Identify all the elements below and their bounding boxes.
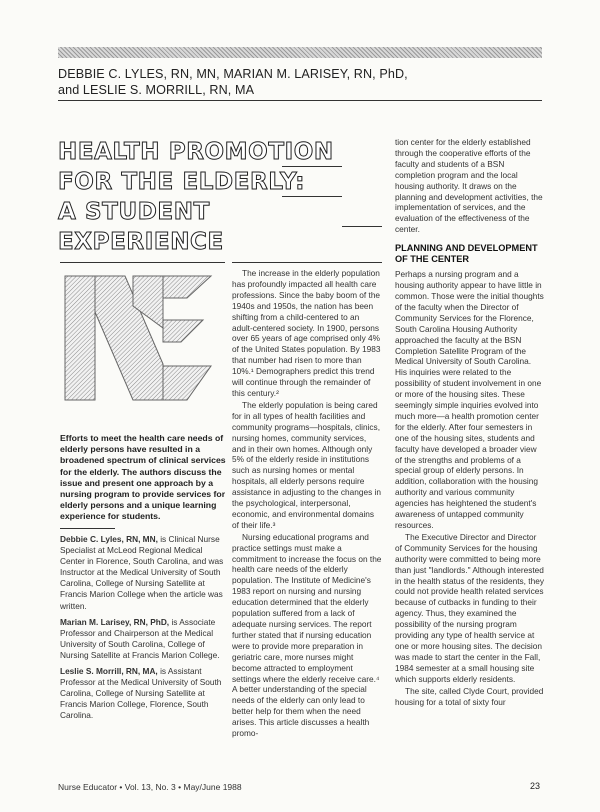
- paragraph: tion center for the elderly established through the cooperative efforts of the faculty and students of a BSN completion program and the local housing authority. It draws on the planning and development activities, the implementation of services, and the evaluation of the effectiveness of the center.: [395, 137, 543, 235]
- bio-name: Debbie C. Lyles, RN, MN,: [60, 534, 158, 544]
- title-rule-1: [282, 166, 342, 167]
- body-column-middle: [232, 268, 382, 740]
- section-heading: PLANNING AND DEVELOPMENT OF THE CENTER: [395, 243, 538, 265]
- author-list: [58, 66, 542, 98]
- author-line-2: and LESLIE S. MORRILL, RN, MA: [58, 83, 255, 97]
- page-number: 23: [530, 781, 541, 791]
- bio-text: is Assistant Professor at the Medical University of South Carolina, College of Nursing Satellite at Francis Marion College, Florence, South Carolina.: [60, 666, 222, 721]
- author-line-1: DEBBIE C. LYLES, RN, MN, MARIAN M. LARISEY, RN, PhD,: [58, 67, 408, 81]
- title-rule-2: [282, 196, 342, 197]
- ne-logo-graphic: [63, 268, 213, 408]
- author-bios: [60, 534, 228, 727]
- journal-footer: Nurse Educator • Vol. 13, No. 3 • May/June 1988: [58, 782, 242, 792]
- article-title: [58, 137, 358, 257]
- bio-name: Leslie S. Morrill, RN, MA,: [60, 666, 158, 677]
- title-line-1: HEALTH PROMOTION: [58, 139, 334, 165]
- title-line-3: A STUDENT EXPERIENCE: [58, 199, 224, 255]
- paragraph: The increase in the elderly population has profoundly impacted all health care professions. Since the baby boom of the 1940s and 1950s, the nation has been shifting from a child-centered to an adult-centered society. In 1900, persons over 65 years of age comprised only 4% of the United States population. By 1983 that number had risen to more than 10%.¹ Demographers predict this trend will continue through the remainder of this century.²: [232, 268, 381, 398]
- logo-rule-left: [60, 262, 225, 263]
- title-line-2: FOR THE ELDERLY:: [58, 169, 306, 195]
- paragraph: The site, called Clyde Court, provided housing for a total of sixty four: [395, 685, 544, 707]
- paragraph: Perhaps a nursing program and a housing authority appear to have little in common. Those were the initial thoughts of the faculty when the Director of Community Services for the Florence, South Carolina Housing Authority approached the faculty at the BSN Completion Satellite Program of the Medical University of South Carolina. His inquiries were related to the possibility of student involvement in one or more of the housing sites. These seemingly simple inquiries evolved into much more—a health promotion center for the elderly. After four semesters in one of the housing sites, students and faculty have developed a broader view of the strengths and problems of a special group of elderly persons. In addition, collaboration with the housing authority and various community agencies has heightened the student's awareness of untapped community resources.: [395, 269, 544, 530]
- paragraph: Nursing educational programs and practice settings must make a commitment to increase the focus on the health care needs of the elderly population. The Institute of Medicine's 1983 report on nursing and nursing education determined that the elderly population suffered from a lack of adequate nursing services. The report further stated that if nursing education were to provide more preparation in geriatric care, more nurses might become attracted to employment settings where the elderly receive care.⁴ A better understanding of the special needs of the elderly can only lead to better help for them when the need arises. This article discusses a health promo-: [232, 531, 382, 739]
- bio-text: is Associate Professor and Chairperson at the Medical University of South Carolina, College of Nursing Satellite at Francis Marion College.: [60, 616, 220, 660]
- paragraph: The Executive Director and Director of Community Services for the housing authority were committed to being more than just "landlords." Although interested in the health status of the residents, they could not provide health related services because of cutbacks in funding to their agency. Thus, they examined the possibility of the nursing program providing any type of health service at one or more housing sites. The decision was made to start the center in the Fall, 1984 semester at a small housing site which supports elderly residents.: [395, 531, 544, 684]
- header-band: [58, 47, 542, 58]
- bio-lyles: [60, 534, 228, 612]
- bio-rule: [60, 528, 115, 529]
- bio-name: Marian M. Larisey, RN, PhD,: [60, 616, 170, 627]
- body-column-right: [395, 137, 545, 708]
- logo-rule-right: [232, 262, 382, 263]
- bio-text: is Clinical Nurse Specialist at McLeod Regional Medical Center in Florence, South Carolina, and was Instructor at the Medical University of South Carolina, College of Nursing Satellite at Francis Marion College when the article was written.: [60, 534, 224, 611]
- abstract: Efforts to meet the health care needs of elderly persons have resulted in a broadened spectrum of clinical services for the elderly. The authors discuss the issue and present one approach by a nursing program to provide services for elderly persons and a unique learning experience for students.: [60, 433, 226, 522]
- paragraph: The elderly population is being cared for in all types of health facilities and community programs—hospitals, clinics, nursing homes, community services, and in their own homes. Although only 5% of the elderly reside in institutions such as nursing homes or mental hospitals, all elderly persons require assistance in adjusting to the changes in the psychological, interpersonal, economic, and environmental domains of their life.³: [232, 399, 381, 530]
- author-rule: [58, 100, 542, 101]
- bio-larisey: [60, 617, 228, 661]
- bio-morrill: [60, 666, 228, 721]
- title-rule-3: [342, 226, 382, 227]
